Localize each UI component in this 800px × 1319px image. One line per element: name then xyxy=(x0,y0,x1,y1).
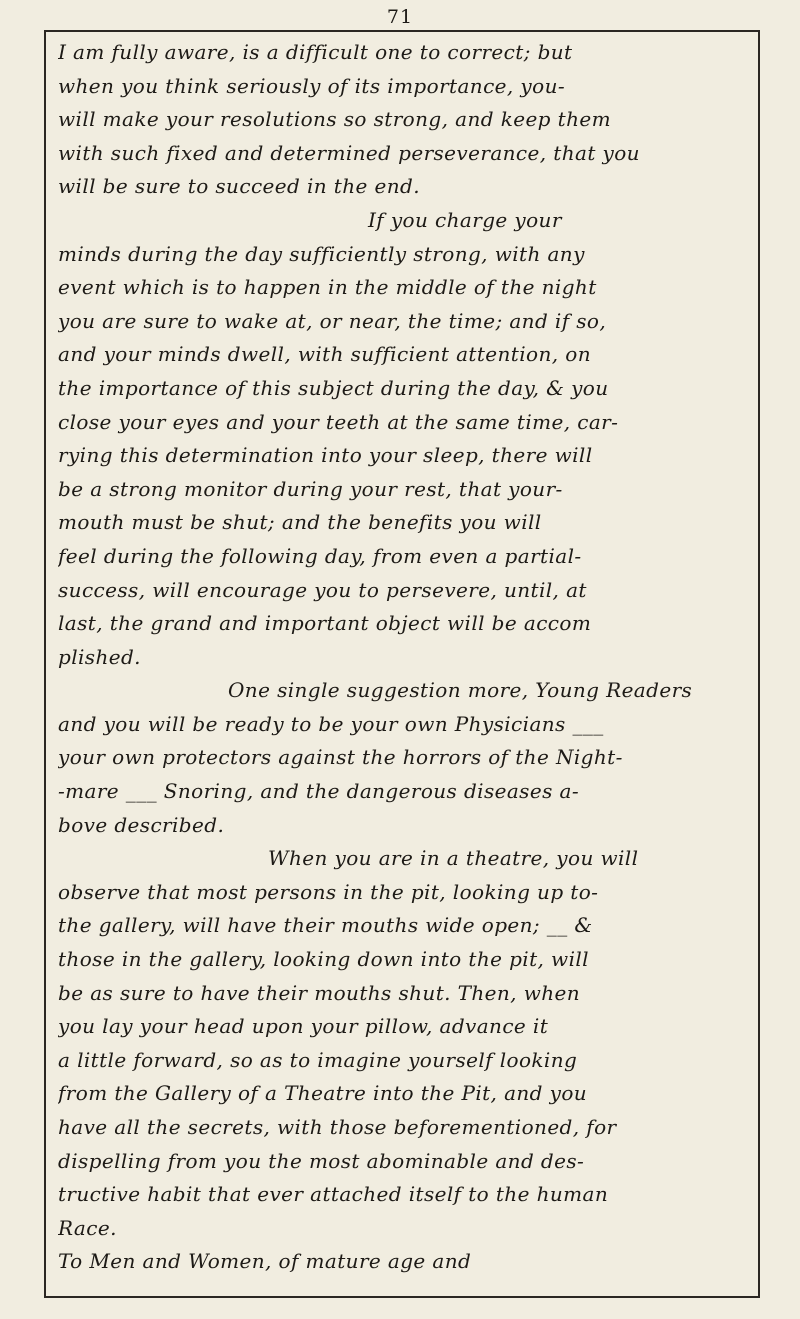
manuscript-line: the importance of this subject during the day, & you xyxy=(58,375,609,400)
manuscript-line: bove described. xyxy=(58,812,225,837)
manuscript-line: with such fixed and determined perseverance, that you xyxy=(58,140,640,165)
manuscript-line: rying this determination into your sleep, there will xyxy=(58,443,593,468)
manuscript-line: the gallery, will have their mouths wide open; __ & xyxy=(58,913,593,938)
manuscript-line: and your minds dwell, with sufficient attention, on xyxy=(58,342,591,367)
manuscript-line: will make your resolutions so strong, and keep them xyxy=(58,107,611,132)
manuscript-line: feel during the following day, from even a partial- xyxy=(58,543,582,568)
manuscript-line: When you are in a theatre, you will xyxy=(268,846,639,871)
manuscript-line: success, will encourage you to persevere, until, at xyxy=(58,577,587,602)
manuscript-line: One single suggestion more, Young Readers xyxy=(228,678,693,703)
manuscript-line: your own protectors against the horrors of the Night- xyxy=(58,745,623,770)
manuscript-line: you lay your head upon your pillow, advance it xyxy=(58,1014,549,1039)
manuscript-line: be as sure to have their mouths shut. Then, when xyxy=(58,980,581,1005)
manuscript-line: minds during the day sufficiently strong, with any xyxy=(58,241,585,266)
manuscript-line: Race. xyxy=(58,1215,117,1240)
manuscript-line: dispelling from you the most abominable and des- xyxy=(58,1148,585,1173)
manuscript-line: from the Gallery of a Theatre into the Pit, and you xyxy=(58,1081,588,1106)
manuscript-line: and you will be ready to be your own Physicians ___ xyxy=(58,711,604,736)
manuscript-line: If you charge your xyxy=(368,207,562,232)
manuscript-line: will be sure to succeed in the end. xyxy=(58,174,420,199)
manuscript-line: a little forward, so as to imagine yourself looking xyxy=(58,1047,578,1072)
manuscript-line: you are sure to wake at, or near, the time; and if so, xyxy=(58,308,607,333)
manuscript-line: plished. xyxy=(58,644,141,669)
manuscript-line: To Men and Women, of mature age and xyxy=(58,1249,472,1274)
manuscript-line: -mare ___ Snoring, and the dangerous diseases a- xyxy=(58,779,579,804)
manuscript-line: be a strong monitor during your rest, that your- xyxy=(58,476,563,501)
manuscript-line: observe that most persons in the pit, looking up to- xyxy=(58,879,599,904)
manuscript-line: mouth must be shut; and the benefits you will xyxy=(58,510,542,535)
manuscript-body xyxy=(58,36,748,1279)
manuscript-line: have all the secrets, with those beforementioned, for xyxy=(58,1115,617,1139)
manuscript-line: when you think seriously of its importance, you- xyxy=(58,73,566,98)
page-number: 71 xyxy=(386,6,414,28)
manuscript-line: close your eyes and your teeth at the same time, car- xyxy=(58,409,619,434)
manuscript-line: those in the gallery, looking down into the pit, will xyxy=(58,947,589,972)
manuscript-line: last, the grand and important object will be accom xyxy=(58,611,592,636)
manuscript-line: event which is to happen in the middle of the night xyxy=(58,275,597,300)
manuscript-line: tructive habit that ever attached itself to the human xyxy=(58,1182,609,1207)
manuscript-line: I am fully aware, is a difficult one to correct; but xyxy=(58,40,573,64)
